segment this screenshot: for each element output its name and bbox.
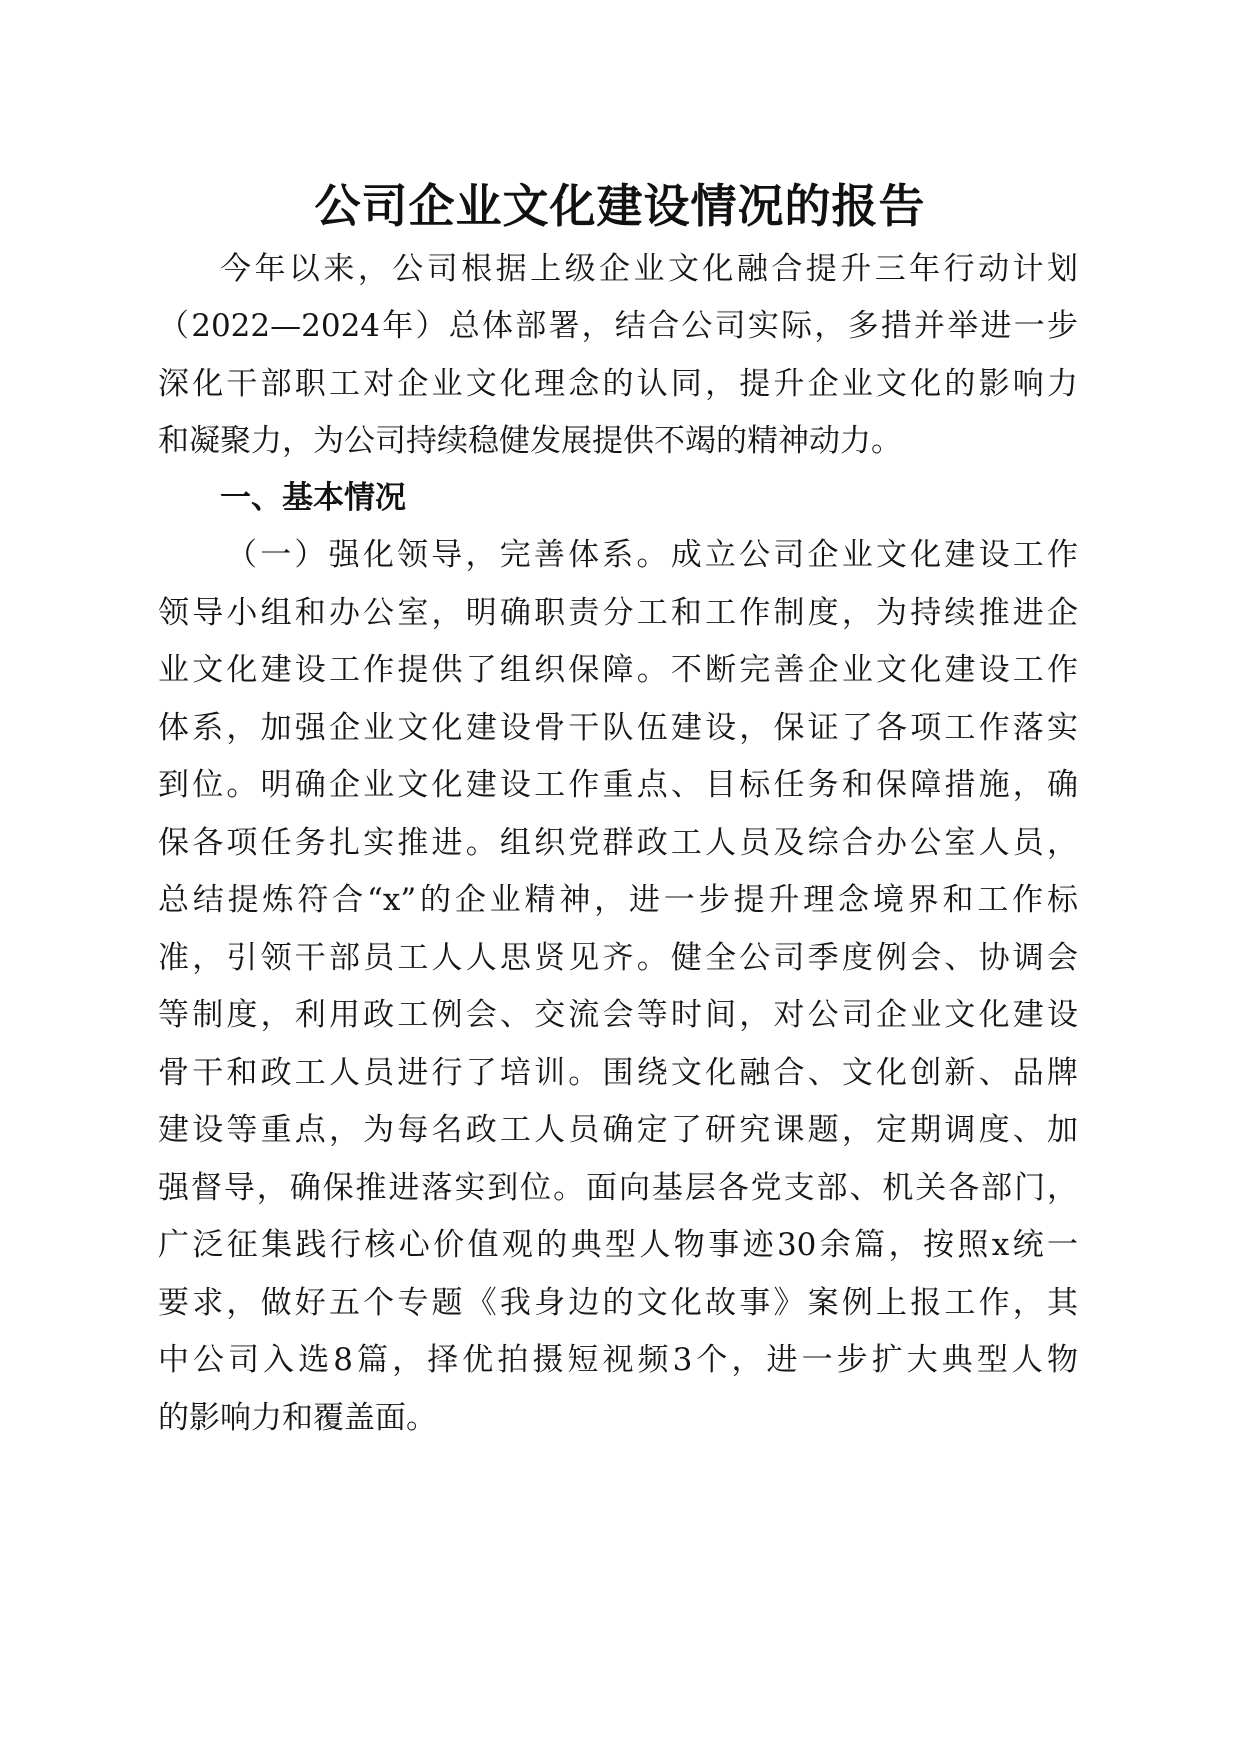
section1-line-7: 总结提炼符合“x”的企业精神，进一步提升理念境界和工作标	[158, 882, 1078, 918]
section1-line-13: 广泛征集践行核心价值观的典型人物事迹30余篇，按照x统一	[158, 1227, 1078, 1263]
document-title: 公司企业文化建设情况的报告	[314, 179, 926, 233]
section1-line-16: 的影响力和覆盖面。	[158, 1400, 437, 1436]
section1-line-5: 到位。明确企业文化建设工作重点、目标任务和保障措施，确	[158, 767, 1078, 803]
section-heading-basic-situation: 一、基本情况	[220, 480, 406, 516]
intro-line-4: 和凝聚力，为公司持续稳健发展提供不竭的精神动力。	[158, 423, 902, 459]
section1-line-8: 准，引领干部员工人人思贤见齐。健全公司季度例会、协调会	[158, 940, 1078, 976]
intro-line-2: （2022—2024年）总体部署，结合公司实际，多措并举进一步	[158, 308, 1078, 344]
section1-line-2: 领导小组和办公室，明确职责分工和工作制度，为持续推进企	[158, 595, 1078, 631]
section1-line-15: 中公司入选8篇，择优拍摄短视频3个，进一步扩大典型人物	[158, 1342, 1078, 1378]
intro-line-3: 深化干部职工对企业文化理念的认同，提升企业文化的影响力	[158, 366, 1078, 402]
section1-line-3: 业文化建设工作提供了组织保障。不断完善企业文化建设工作	[158, 652, 1078, 688]
section1-line-9: 等制度，利用政工例会、交流会等时间，对公司企业文化建设	[158, 997, 1078, 1033]
section1-line-12: 强督导，确保推进落实到位。面向基层各党支部、机关各部门，	[158, 1170, 1078, 1206]
section1-line-1: （一）强化领导，完善体系。成立公司企业文化建设工作	[226, 537, 1078, 573]
intro-line-1: 今年以来，公司根据上级企业文化融合提升三年行动计划	[220, 251, 1078, 287]
section1-line-11: 建设等重点，为每名政工人员确定了研究课题，定期调度、加	[158, 1112, 1078, 1148]
section1-line-10: 骨干和政工人员进行了培训。围绕文化融合、文化创新、品牌	[158, 1055, 1078, 1091]
section1-line-14: 要求，做好五个专题《我身边的文化故事》案例上报工作，其	[158, 1285, 1078, 1321]
section1-line-6: 保各项任务扎实推进。组织党群政工人员及综合办公室人员，	[158, 825, 1078, 861]
section1-line-4: 体系，加强企业文化建设骨干队伍建设，保证了各项工作落实	[158, 710, 1078, 746]
